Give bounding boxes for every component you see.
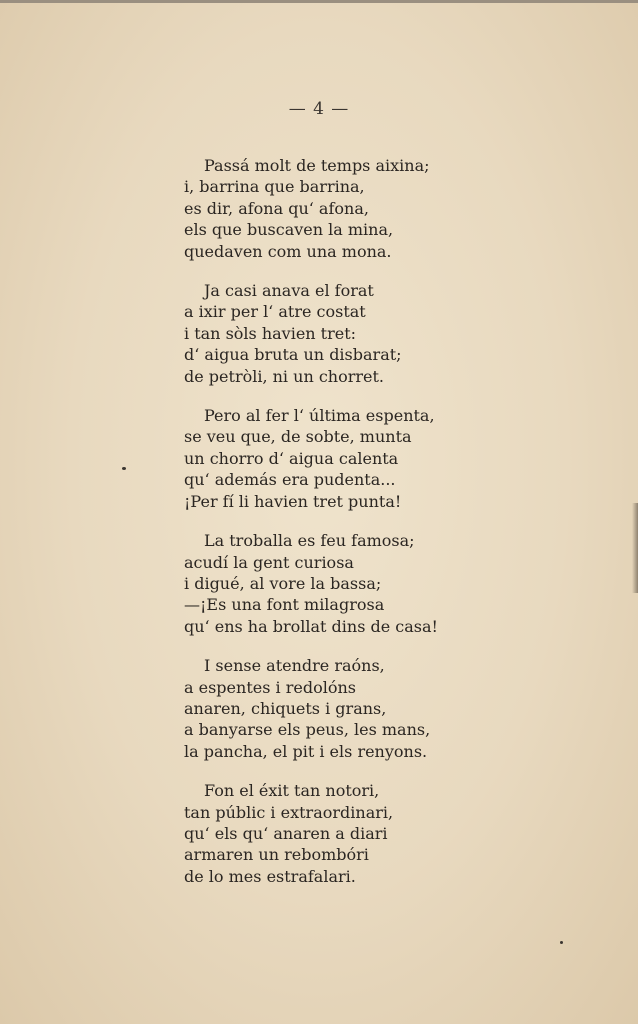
verse-line: a ixir per l‘ atre costat (184, 302, 366, 322)
verse-line: armaren un rebombóri (184, 845, 369, 865)
verse-line: els que buscaven la mina, (184, 220, 394, 240)
stanza (184, 530, 474, 637)
verse-line: Ja casi anava el forat (204, 281, 374, 301)
verse-line: I sense atendre raóns, (204, 656, 385, 676)
verse-line: i tan sòls havien tret: (184, 323, 357, 343)
verse-line: anaren, chiquets i grans, (184, 698, 387, 718)
stanza (184, 780, 474, 887)
verse-line: de lo mes estrafalari. (184, 866, 356, 886)
verse-line: se veu que, de sobte, munta (184, 427, 412, 447)
poem-text (184, 155, 474, 905)
verse-line: i digué, al vore la bassa; (184, 573, 382, 593)
verse-line: d‘ aigua bruta un disbarat; (184, 345, 402, 365)
verse-line: es dir, afona qu‘ afona, (184, 198, 369, 218)
verse-line: tan públic i extraordinari, (184, 802, 394, 822)
verse-line: la pancha, el pit i els renyons. (184, 741, 428, 761)
verse-line: Passá molt de temps aixina; (204, 156, 430, 175)
verse-line: qu‘ ens ha brollat dins de casa! (184, 616, 438, 636)
verse-line: acudí la gent curiosa (184, 552, 354, 572)
verse-line: qu‘ els qu‘ anaren a diari (184, 823, 388, 843)
page-number: — 4 — (288, 99, 350, 119)
verse-line: a banyarse els peus, les mans, (184, 720, 431, 740)
verse-line: i, barrina que barrina, (184, 177, 365, 197)
verse-line: a espentes i redolóns (184, 677, 356, 697)
stanza (184, 280, 474, 387)
page-edge-shadow (632, 503, 638, 593)
stanza (184, 405, 474, 512)
verse-line: un chorro d‘ aigua calenta (184, 448, 399, 468)
verse-line: —¡Es una font milagrosa (184, 595, 385, 615)
verse-line: qu‘ además era pudenta... (184, 470, 396, 490)
ink-speck (560, 941, 563, 944)
verse-line: de petròli, ni un chorret. (184, 366, 385, 386)
verse-line: ¡Per fí li havien tret punta! (184, 491, 402, 511)
stanza (184, 155, 474, 262)
verse-line: La troballa es feu famosa; (204, 531, 415, 551)
stanza (184, 655, 474, 762)
ink-speck (122, 467, 126, 470)
verse-line: Pero al fer l‘ última espenta, (204, 406, 435, 426)
verse-line: Fon el éxit tan notori, (204, 781, 380, 801)
verse-line: quedaven com una mona. (184, 241, 392, 261)
